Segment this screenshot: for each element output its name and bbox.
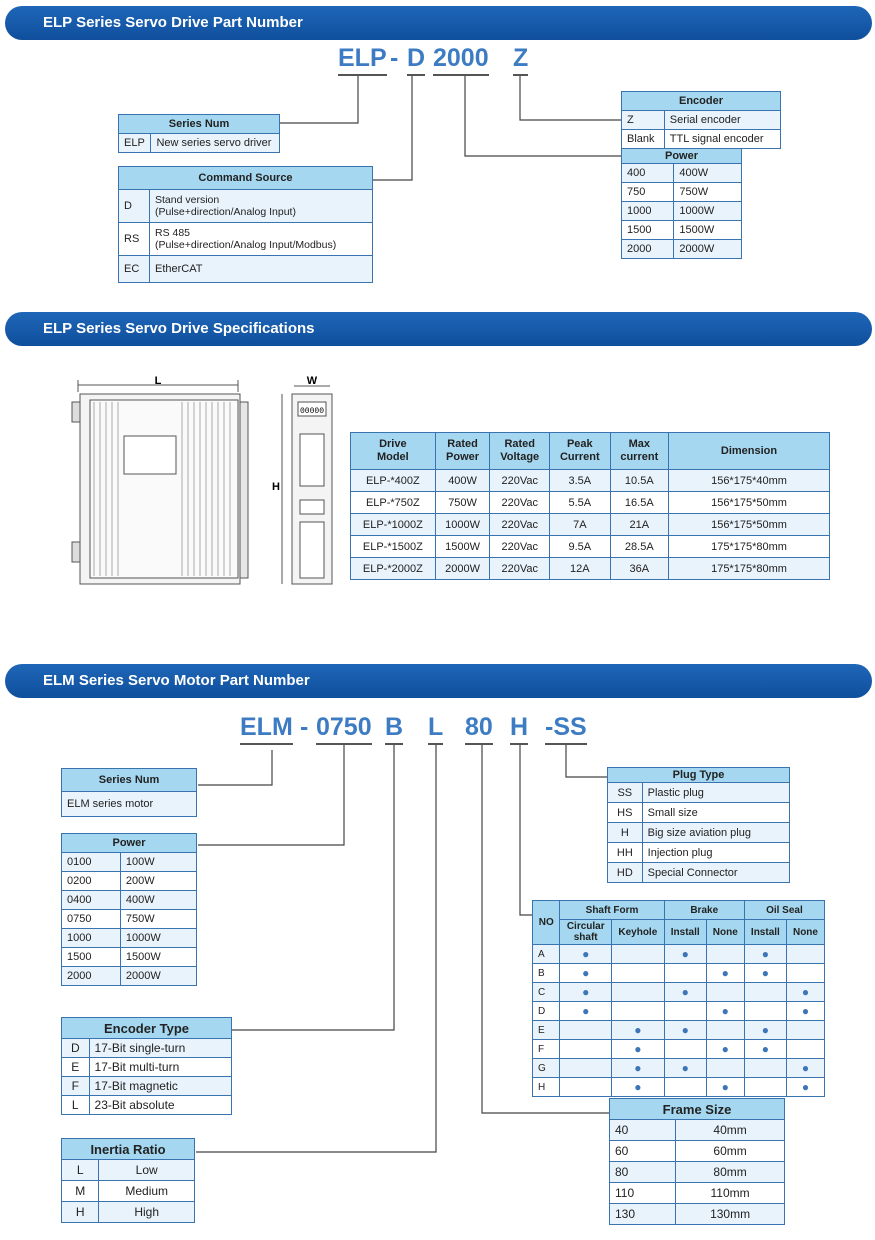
shaft-option-empty	[664, 1078, 706, 1097]
motor-power-value: 2000W	[120, 967, 196, 986]
shaft-row	[533, 1021, 825, 1040]
shaft-row	[533, 983, 825, 1002]
drive-power-value: 750W	[674, 183, 742, 202]
spec-cell: 16.5A	[610, 492, 668, 514]
shaft-option-dot	[560, 983, 612, 1002]
drive-power-code: 2000	[622, 240, 674, 259]
motor-power-value: 750W	[120, 910, 196, 929]
shaft-option-empty	[786, 1021, 824, 1040]
shaft-option-dot	[611, 1078, 664, 1097]
drive-power-value: 1500W	[674, 221, 742, 240]
spec-cell: ELP-*400Z	[351, 470, 436, 492]
motor-inertia-desc: Medium	[99, 1181, 195, 1202]
shaft-group-header: Oil Seal	[744, 901, 824, 920]
spec-cell: 1500W	[435, 536, 490, 558]
motor-series-desc: ELM series motor	[62, 792, 197, 817]
motor-plug-table	[607, 767, 790, 883]
shaft-option-empty	[664, 1040, 706, 1059]
shaft-row-code: D	[533, 1002, 560, 1021]
motor-inertia-desc: High	[99, 1202, 195, 1223]
motor-code-power: 0750	[316, 713, 372, 745]
drive-power-value: 1000W	[674, 202, 742, 221]
drive-power-code: 400	[622, 164, 674, 183]
shaft-option-empty	[744, 983, 786, 1002]
drive-command-table	[118, 166, 373, 283]
motor-plug-desc: Big size aviation plug	[642, 823, 789, 843]
bullet-dot-icon: ●	[801, 1004, 810, 1018]
motor-code-prefix: ELM	[240, 713, 293, 745]
spec-cell: ELP-*1500Z	[351, 536, 436, 558]
motor-inertia-code: H	[62, 1202, 99, 1223]
shaft-row-code: C	[533, 983, 560, 1002]
bullet-dot-icon: ●	[801, 985, 810, 999]
drive-series-title: Series Num	[119, 115, 280, 134]
spec-cell: 156*175*50mm	[669, 492, 830, 514]
motor-frame-code: 110	[610, 1183, 676, 1204]
motor-encoder-desc: 17-Bit multi-turn	[89, 1058, 231, 1077]
motor-frame-value: 130mm	[676, 1204, 785, 1225]
motor-plug-code: HS	[608, 803, 643, 823]
motor-plug-desc: Small size	[642, 803, 789, 823]
spec-cell: 220Vac	[490, 492, 550, 514]
motor-encoder-table	[61, 1017, 232, 1115]
shaft-sub-header: None	[706, 920, 744, 945]
motor-plug-title: Plug Type	[608, 768, 790, 783]
shaft-option-empty	[786, 1040, 824, 1059]
motor-power-code: 2000	[62, 967, 121, 986]
motor-plug-desc: Injection plug	[642, 843, 789, 863]
spec-cell: 28.5A	[610, 536, 668, 558]
shaft-option-dot	[744, 964, 786, 983]
shaft-option-dot	[611, 1040, 664, 1059]
shaft-option-dot	[706, 1040, 744, 1059]
motor-frame-table	[609, 1098, 785, 1225]
drive-part-banner: ELP Series Servo Drive Part Number	[5, 6, 872, 40]
drive-display-digits: 00000	[299, 407, 325, 416]
bullet-dot-icon: ●	[582, 1004, 590, 1018]
shaft-sub-header: None	[786, 920, 824, 945]
shaft-row-code: A	[533, 945, 560, 964]
motor-frame-code: 40	[610, 1120, 676, 1141]
motor-plug-code: HD	[608, 863, 643, 883]
shaft-option-empty	[611, 964, 664, 983]
spec-cell: ELP-*1000Z	[351, 514, 436, 536]
shaft-option-dot	[706, 964, 744, 983]
bullet-dot-icon: ●	[761, 1042, 769, 1056]
shaft-option-dot	[706, 1002, 744, 1021]
drive-series-desc: New series servo driver	[151, 134, 280, 153]
shaft-option-dot	[786, 1059, 824, 1078]
spec-cell: 21A	[610, 514, 668, 536]
bullet-dot-icon: ●	[634, 1023, 642, 1037]
motor-inertia-code: M	[62, 1181, 99, 1202]
drive-command-code: D	[119, 190, 150, 223]
drive-encoder-title: Encoder	[622, 92, 781, 111]
drive-power-code: 1000	[622, 202, 674, 221]
shaft-option-empty	[706, 983, 744, 1002]
motor-power-value: 1000W	[120, 929, 196, 948]
dimension-length-label: L	[154, 375, 162, 387]
shaft-row	[533, 1002, 825, 1021]
drive-command-code: EC	[119, 256, 150, 283]
shaft-option-empty	[744, 1059, 786, 1078]
motor-power-title: Power	[62, 834, 197, 853]
bullet-dot-icon: ●	[634, 1061, 642, 1075]
bullet-dot-icon: ●	[721, 966, 729, 980]
shaft-row	[533, 1040, 825, 1059]
spec-cell: 7A	[550, 514, 611, 536]
shaft-option-dot	[706, 1078, 744, 1097]
motor-power-code: 0750	[62, 910, 121, 929]
bullet-dot-icon: ●	[582, 985, 590, 999]
shaft-sub-header: Circular shaft	[560, 920, 612, 945]
bullet-dot-icon: ●	[582, 966, 590, 980]
shaft-group-header: Brake	[664, 901, 744, 920]
motor-inertia-desc: Low	[99, 1160, 195, 1181]
motor-plug-desc: Special Connector	[642, 863, 789, 883]
drive-command-title: Command Source	[119, 167, 373, 190]
spec-cell: 10.5A	[610, 470, 668, 492]
shaft-option-empty	[560, 1021, 612, 1040]
drive-code-prefix: ELP	[338, 44, 387, 76]
shaft-option-dot	[664, 945, 706, 964]
shaft-sub-header: Keyhole	[611, 920, 664, 945]
drive-power-title: Power	[622, 149, 742, 164]
shaft-group-header: Shaft Form	[560, 901, 664, 920]
motor-frame-value: 110mm	[676, 1183, 785, 1204]
bullet-dot-icon: ●	[761, 966, 769, 980]
spec-cell: ELP-*750Z	[351, 492, 436, 514]
motor-inertia-table	[61, 1138, 195, 1223]
shaft-no-header: NO	[533, 901, 560, 945]
spec-header: Rated Voltage	[490, 433, 550, 470]
drive-series-table	[118, 114, 280, 153]
spec-cell: 220Vac	[490, 470, 550, 492]
spec-cell: 220Vac	[490, 536, 550, 558]
motor-encoder-desc: 17-Bit single-turn	[89, 1039, 231, 1058]
motor-frame-value: 60mm	[676, 1141, 785, 1162]
shaft-option-empty	[664, 964, 706, 983]
motor-power-value: 100W	[120, 853, 196, 872]
motor-power-value: 200W	[120, 872, 196, 891]
spec-cell: 175*175*80mm	[669, 558, 830, 580]
drive-power-value: 400W	[674, 164, 742, 183]
motor-inertia-code: L	[62, 1160, 99, 1181]
drive-encoder-code: Blank	[622, 130, 665, 149]
shaft-option-empty	[611, 945, 664, 964]
bullet-dot-icon: ●	[681, 1061, 689, 1075]
shaft-option-empty	[560, 1059, 612, 1078]
shaft-option-empty	[786, 945, 824, 964]
motor-frame-code: 80	[610, 1162, 676, 1183]
motor-plug-code: SS	[608, 783, 643, 803]
shaft-option-empty	[786, 964, 824, 983]
drive-power-table	[621, 148, 742, 259]
motor-code-encoder: B	[385, 713, 403, 745]
bullet-dot-icon: ●	[634, 1080, 642, 1094]
motor-plug-desc: Plastic plug	[642, 783, 789, 803]
shaft-option-dot	[744, 1021, 786, 1040]
motor-power-table	[61, 833, 197, 986]
shaft-row-code: B	[533, 964, 560, 983]
shaft-row-code: F	[533, 1040, 560, 1059]
dimension-height-label: H	[272, 481, 280, 493]
shaft-option-dot	[664, 1059, 706, 1078]
motor-power-code: 0400	[62, 891, 121, 910]
motor-frame-code: 130	[610, 1204, 676, 1225]
bullet-dot-icon: ●	[801, 1061, 810, 1075]
motor-code-plug: -SS	[545, 713, 587, 745]
shaft-option-dot	[744, 1040, 786, 1059]
drive-code-encoder: Z	[513, 44, 528, 76]
shaft-option-dot	[560, 1002, 612, 1021]
motor-frame-value: 40mm	[676, 1120, 785, 1141]
spec-header: Drive Model	[351, 433, 436, 470]
shaft-option-dot	[744, 945, 786, 964]
shaft-option-empty	[744, 1002, 786, 1021]
motor-inertia-title: Inertia Ratio	[62, 1139, 195, 1160]
shaft-option-empty	[611, 983, 664, 1002]
drive-spec-banner: ELP Series Servo Drive Specifications	[5, 312, 872, 346]
drive-encoder-desc: TTL signal encoder	[664, 130, 780, 149]
motor-encoder-code: E	[62, 1058, 90, 1077]
shaft-option-dot	[786, 1078, 824, 1097]
spec-cell: 9.5A	[550, 536, 611, 558]
spec-header: Rated Power	[435, 433, 490, 470]
motor-plug-code: HH	[608, 843, 643, 863]
shaft-option-dot	[611, 1021, 664, 1040]
spec-header: Peak Current	[550, 433, 611, 470]
shaft-option-empty	[706, 1059, 744, 1078]
motor-power-code: 1500	[62, 948, 121, 967]
motor-frame-value: 80mm	[676, 1162, 785, 1183]
shaft-option-dot	[664, 1021, 706, 1040]
motor-code-inertia: L	[428, 713, 443, 745]
spec-cell: 750W	[435, 492, 490, 514]
shaft-option-dot	[786, 983, 824, 1002]
shaft-option-empty	[611, 1002, 664, 1021]
motor-encoder-code: D	[62, 1039, 90, 1058]
motor-plug-code: H	[608, 823, 643, 843]
shaft-row	[533, 964, 825, 983]
dimension-width-label: W	[306, 375, 318, 387]
spec-cell: 175*175*80mm	[669, 536, 830, 558]
motor-encoder-code: L	[62, 1096, 90, 1115]
shaft-row	[533, 945, 825, 964]
drive-command-code: RS	[119, 223, 150, 256]
drive-series-code: ELP	[119, 134, 151, 153]
spec-cell: 12A	[550, 558, 611, 580]
drive-command-desc: Stand version	[155, 194, 220, 206]
shaft-option-empty	[706, 1021, 744, 1040]
shaft-option-dot	[611, 1059, 664, 1078]
shaft-sub-header: Install	[744, 920, 786, 945]
motor-code-shaft: H	[510, 713, 528, 745]
shaft-row-code: G	[533, 1059, 560, 1078]
motor-part-banner: ELM Series Servo Motor Part Number	[5, 664, 872, 698]
shaft-sub-header: Install	[664, 920, 706, 945]
shaft-option-empty	[560, 1040, 612, 1059]
drive-encoder-code: Z	[622, 111, 665, 130]
motor-power-code: 0100	[62, 853, 121, 872]
spec-header: Dimension	[669, 433, 830, 470]
bullet-dot-icon: ●	[681, 985, 689, 999]
motor-encoder-code: F	[62, 1077, 90, 1096]
bullet-dot-icon: ●	[681, 947, 689, 961]
spec-cell: 400W	[435, 470, 490, 492]
motor-code-dash: -	[300, 713, 309, 741]
motor-series-title: Series Num	[62, 769, 197, 792]
shaft-row-code: H	[533, 1078, 560, 1097]
drive-power-code: 750	[622, 183, 674, 202]
shaft-option-dot	[560, 945, 612, 964]
spec-cell: 2000W	[435, 558, 490, 580]
drive-command-sub: (Pulse+direction/Analog Input/Modbus)	[155, 239, 337, 251]
shaft-option-empty	[664, 1002, 706, 1021]
spec-cell: 156*175*50mm	[669, 514, 830, 536]
bullet-dot-icon: ●	[582, 947, 590, 961]
bullet-dot-icon: ●	[721, 1080, 729, 1094]
motor-series-table	[61, 768, 197, 817]
motor-shaft-table	[532, 900, 825, 1097]
shaft-row	[533, 1059, 825, 1078]
motor-power-code: 1000	[62, 929, 121, 948]
drive-command-desc: RS 485	[155, 227, 191, 239]
shaft-option-empty	[560, 1078, 612, 1097]
motor-code-frame: 80	[465, 713, 493, 745]
drive-command-sub: (Pulse+direction/Analog Input)	[155, 206, 296, 218]
drive-code-command: D	[407, 44, 425, 76]
drive-code-dash: -	[390, 44, 399, 72]
spec-cell: 220Vac	[490, 514, 550, 536]
drive-encoder-desc: Serial encoder	[664, 111, 780, 130]
shaft-option-empty	[744, 1078, 786, 1097]
spec-cell: 5.5A	[550, 492, 611, 514]
shaft-option-empty	[706, 945, 744, 964]
motor-frame-title: Frame Size	[610, 1099, 785, 1120]
drive-spec-table	[350, 432, 830, 580]
bullet-dot-icon: ●	[681, 1023, 689, 1037]
shaft-row-code: E	[533, 1021, 560, 1040]
drive-power-code: 1500	[622, 221, 674, 240]
motor-encoder-desc: 23-Bit absolute	[89, 1096, 231, 1115]
drive-encoder-table	[621, 91, 781, 149]
shaft-option-dot	[560, 964, 612, 983]
spec-header: Max current	[610, 433, 668, 470]
motor-power-value: 400W	[120, 891, 196, 910]
motor-encoder-desc: 17-Bit magnetic	[89, 1077, 231, 1096]
motor-power-value: 1500W	[120, 948, 196, 967]
spec-cell: 156*175*40mm	[669, 470, 830, 492]
spec-cell: 36A	[610, 558, 668, 580]
drive-code-power: 2000	[433, 44, 489, 76]
drive-power-value: 2000W	[674, 240, 742, 259]
spec-cell: 1000W	[435, 514, 490, 536]
motor-encoder-title: Encoder Type	[62, 1018, 232, 1039]
bullet-dot-icon: ●	[761, 1023, 769, 1037]
shaft-option-dot	[664, 983, 706, 1002]
spec-cell: 3.5A	[550, 470, 611, 492]
drive-dimension-drawing	[60, 372, 340, 597]
bullet-dot-icon: ●	[634, 1042, 642, 1056]
motor-frame-code: 60	[610, 1141, 676, 1162]
bullet-dot-icon: ●	[721, 1004, 729, 1018]
spec-cell: 220Vac	[490, 558, 550, 580]
motor-power-code: 0200	[62, 872, 121, 891]
bullet-dot-icon: ●	[801, 1080, 810, 1094]
bullet-dot-icon: ●	[761, 947, 769, 961]
shaft-row	[533, 1078, 825, 1097]
spec-cell: ELP-*2000Z	[351, 558, 436, 580]
drive-command-desc: EtherCAT	[150, 256, 373, 283]
shaft-option-dot	[786, 1002, 824, 1021]
bullet-dot-icon: ●	[721, 1042, 729, 1056]
